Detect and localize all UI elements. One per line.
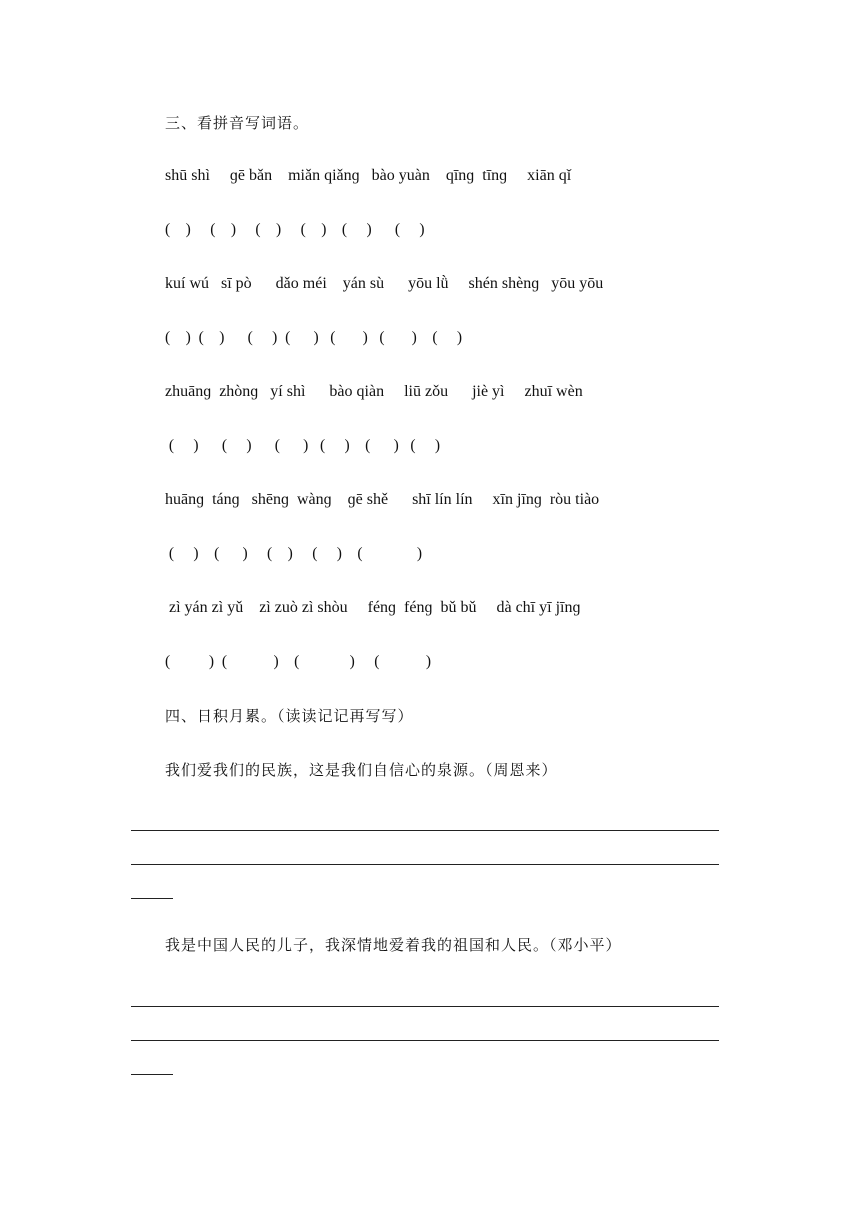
pinyin-row-2: kuí wú sī pò dǎo méi yán sù yōu lǜ shén shènɡ yōu yōu — [165, 275, 604, 292]
section3-heading: 三、看拼音写词语。 — [165, 114, 310, 132]
answer-blanks-row-4[interactable]: ( ) ( ) ( ) ( ) ( ) — [165, 545, 422, 562]
pinyin-row-4: huānɡ tánɡ shēnɡ wànɡ ɡē shě shī lín lín xīn jīnɡ ròu tiào — [165, 491, 600, 508]
answer-blanks-row-1[interactable]: ( ) ( ) ( ) ( ) ( ) ( ) — [165, 221, 425, 238]
pinyin-row-5: zì yán zì yǔ zì zuò zì shòu fénɡ fénɡ bǔ bǔ dà chī yī jīnɡ — [165, 599, 581, 616]
answer-blanks-row-2[interactable]: ( ) ( ) ( ) ( ) ( ) ( ) ( ) — [165, 329, 463, 346]
answer-blanks-row-5[interactable]: ( ) ( ) ( ) ( ) — [165, 653, 432, 670]
writing-line-2b[interactable] — [131, 1040, 719, 1041]
writing-line-1c[interactable] — [131, 898, 173, 899]
pinyin-row-3: zhuānɡ zhònɡ yí shì bào qiàn liū zǒu jiè yì zhuī wèn — [165, 383, 583, 400]
writing-line-1a[interactable] — [131, 830, 719, 831]
answer-blanks-row-3[interactable]: ( ) ( ) ( ) ( ) ( ) ( ) — [165, 437, 441, 454]
quote-1-text: 我们爱我们的民族，这是我们自信心的泉源。（周恩来） — [165, 761, 558, 779]
pinyin-row-1: shū shì ɡē bǎn miǎn qiǎnɡ bào yuàn qīnɡ tīnɡ xiān qǐ — [165, 167, 572, 184]
section4-heading: 四、日积月累。（读读记记再写写） — [165, 707, 414, 725]
writing-line-2a[interactable] — [131, 1006, 719, 1007]
writing-line-2c[interactable] — [131, 1074, 173, 1075]
quote-2-text: 我是中国人民的儿子，我深情地爱着我的祖国和人民。（邓小平） — [165, 936, 622, 954]
writing-line-1b[interactable] — [131, 864, 719, 865]
